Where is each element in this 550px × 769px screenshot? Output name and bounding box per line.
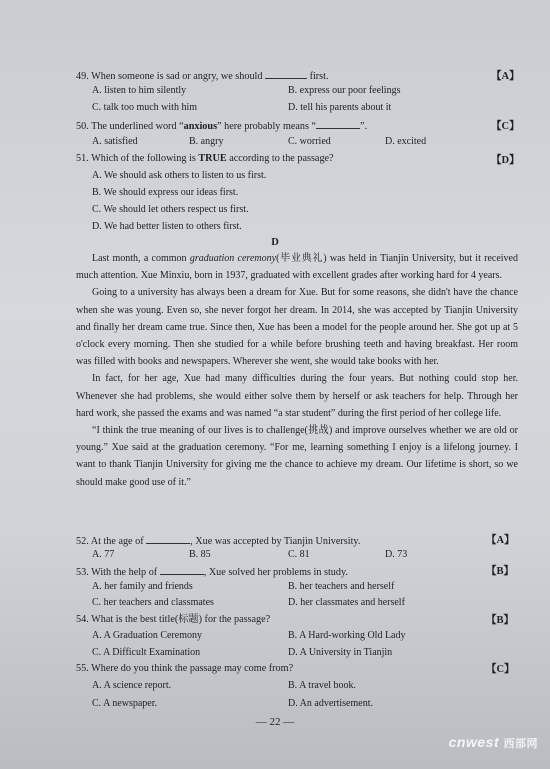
option-b: B. express our poor feelings bbox=[288, 85, 401, 96]
question-52 bbox=[76, 533, 360, 548]
option-d: D. A University in Tianjin bbox=[288, 647, 393, 658]
passage-paragraph-1: Last month, a common graduation ceremony(毕业典礼) was held in Tianjin University, but it received much attention. Xue Minxiu, born in 1937, graduated with excellent grades after working hard for 4 years. bbox=[76, 253, 518, 282]
option-d: D. 73 bbox=[385, 549, 408, 560]
question-number: 51. bbox=[76, 153, 89, 164]
option-d: D. An advertisement. bbox=[288, 698, 373, 709]
question-number: 53. bbox=[76, 567, 89, 578]
question-stem: The underlined word “ bbox=[91, 121, 184, 132]
answer-key: 【A】 bbox=[491, 71, 520, 82]
option-b: B. her teachers and herself bbox=[288, 581, 395, 592]
question-54 bbox=[76, 613, 270, 626]
question-stem: What is the best title(标题) for the passage? bbox=[91, 614, 271, 625]
italic-term: graduation ceremony bbox=[189, 253, 277, 264]
option-a: A. her family and friends bbox=[92, 581, 193, 592]
question-55 bbox=[76, 662, 293, 675]
option-c: C. talk too much with him bbox=[92, 102, 197, 113]
answer-blank bbox=[160, 564, 204, 575]
option-a: A. listen to him silently bbox=[92, 85, 187, 96]
option-c: C. 81 bbox=[288, 549, 310, 560]
question-stem-mid: ” here probably means “ bbox=[217, 121, 317, 132]
question-number: 49. bbox=[76, 71, 89, 82]
section-heading: D bbox=[271, 237, 279, 248]
option-b: B. angry bbox=[189, 136, 224, 147]
passage-paragraph-2: Going to a university has always been a dream for Xue. But for some reasons, she didn't have the chance when she was young. Even so, she never forgot her dream. In 2014, she was accepted by Tianjin University and finally her dream came true. Since then, Xue has been a model for the people around her. She got up at 5 o'clock every morning. Then she studied for a while before brushing teeth and having breakfast. Her room was filled with books and newspapers. Wherever she went, she would take books with her. bbox=[76, 287, 518, 368]
question-stem-end: , Xue was accepted by Tianjin University. bbox=[190, 536, 361, 547]
option-a: A. A Graduation Ceremony bbox=[92, 630, 202, 641]
answer-key: 【C】 bbox=[491, 121, 520, 132]
question-stem: Which of the following is bbox=[91, 153, 196, 164]
question-number: 50. bbox=[76, 121, 89, 132]
option-d: D. excited bbox=[385, 136, 427, 147]
option-a: A. satisfied bbox=[92, 136, 138, 147]
answer-blank bbox=[146, 533, 190, 544]
option-c: C. her teachers and classmates bbox=[92, 597, 214, 608]
passage-paragraph-3: In fact, for her age, Xue had many difficulties during the four years. But nothing could stop her. Whenever she had problems, she would either solve them by herself or ask teachers for help. Through her hard work, she passed the exams and was named “a star student” during the first period of her college life. bbox=[76, 373, 518, 419]
option-b: B. 85 bbox=[189, 549, 211, 560]
option-c: C. A Difficult Examination bbox=[92, 647, 201, 658]
question-number: 54. bbox=[76, 614, 89, 625]
passage-paragraph-4: “I think the true meaning of our lives is to challenge(挑战) and improve ourselves whether we are old or young.” Xue said at the graduation ceremony. “For me, learning something I enjoy is a lifelong journey. I want to thank Tianjin University for giving me the chance to achieve my dream. Our lifetime is short, so we should make good use of it.” bbox=[76, 425, 518, 488]
option-d: D. We had better listen to others first. bbox=[92, 221, 242, 232]
question-number: 55. bbox=[76, 663, 89, 674]
option-d: D. tell his parents about it bbox=[288, 102, 392, 113]
option-a: A. We should ask others to listen to us first. bbox=[92, 170, 267, 181]
option-c: C. worried bbox=[288, 136, 331, 147]
question-stem: Where do you think the passage may come from? bbox=[91, 663, 294, 674]
question-50 bbox=[76, 118, 367, 133]
option-a: A. 77 bbox=[92, 549, 115, 560]
answer-key: 【D】 bbox=[491, 155, 520, 166]
answer-key: 【B】 bbox=[486, 566, 515, 577]
option-b: B. A Hard-working Old Lady bbox=[288, 630, 406, 641]
question-stem-end: ”. bbox=[360, 121, 368, 132]
answer-key: 【B】 bbox=[486, 615, 515, 626]
answer-blank bbox=[265, 68, 307, 79]
question-stem-end: , Xue solved her problems in study. bbox=[203, 567, 348, 578]
answer-key: 【C】 bbox=[486, 664, 515, 675]
option-b: B. We should express our ideas first. bbox=[92, 187, 239, 198]
question-53 bbox=[76, 564, 348, 579]
answer-blank bbox=[316, 118, 360, 129]
option-a: A. A science report. bbox=[92, 680, 172, 691]
question-stem-end: according to the passage? bbox=[229, 153, 334, 164]
watermark-cn: 西部网 bbox=[503, 738, 538, 750]
question-stem-end: first. bbox=[309, 71, 329, 82]
underlined-word: anxious bbox=[183, 121, 218, 132]
answer-key: 【A】 bbox=[486, 535, 515, 546]
option-b: B. A travel book. bbox=[288, 680, 357, 691]
reading-passage bbox=[76, 250, 518, 491]
option-c: C. We should let others respect us first. bbox=[92, 204, 249, 215]
question-stem: When someone is sad or angry, we should bbox=[91, 71, 263, 82]
option-c: C. A newspaper. bbox=[92, 698, 157, 709]
question-stem: At the age of bbox=[90, 536, 144, 547]
question-49 bbox=[76, 68, 329, 83]
option-d: D. her classmates and herself bbox=[288, 597, 405, 608]
question-51 bbox=[76, 152, 334, 165]
watermark-brand: cnwest bbox=[448, 734, 500, 750]
bold-word: TRUE bbox=[198, 153, 227, 164]
watermark-logo bbox=[449, 734, 538, 751]
page-number: — 22 — bbox=[255, 716, 295, 728]
question-number: 52. bbox=[76, 536, 89, 547]
question-stem: With the help of bbox=[91, 567, 158, 578]
